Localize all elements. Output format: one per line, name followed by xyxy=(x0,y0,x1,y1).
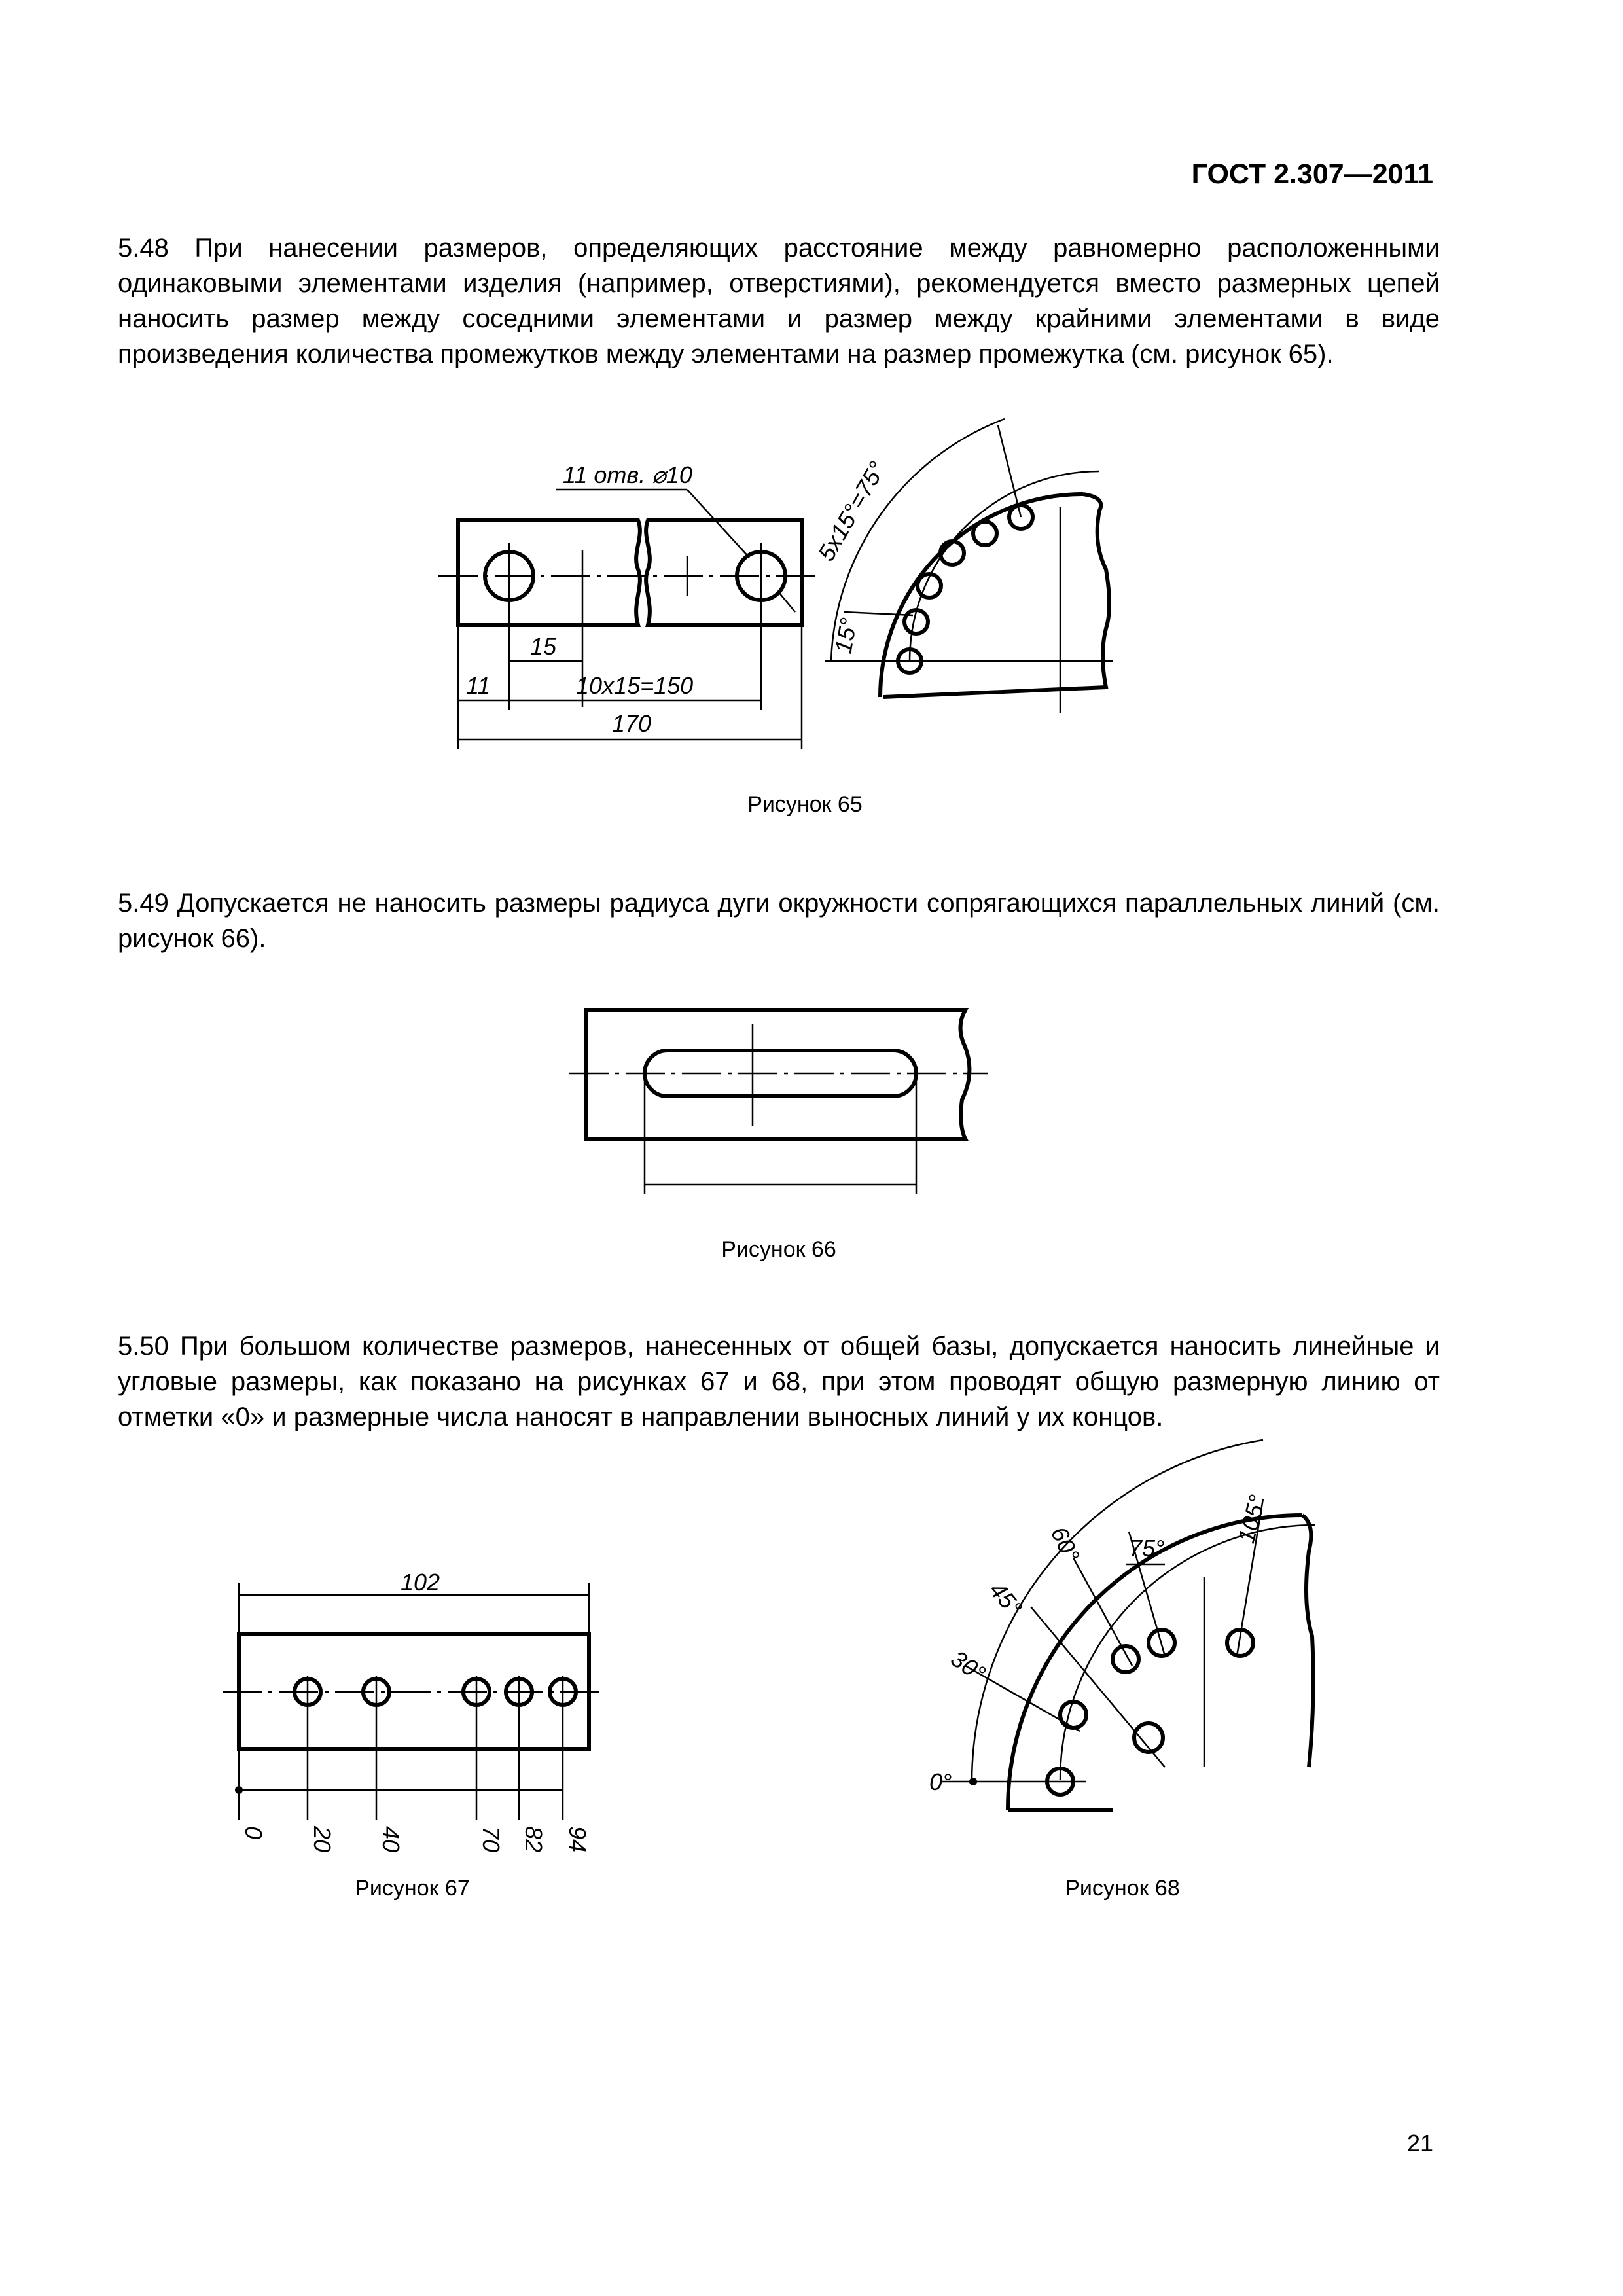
angle-105-label: 105° xyxy=(1232,1492,1272,1547)
dim-20-label: 20 xyxy=(309,1826,336,1853)
angular-pitch-label: 15° xyxy=(829,615,863,656)
angular-holes xyxy=(1047,1630,1253,1795)
dim-edge-label: 11 xyxy=(466,672,491,699)
dim-total-label: 170 xyxy=(612,710,652,737)
paragraph-text: 5.50 При большом количестве размеров, нанесенных от общей базы, допускается наносить линейные и угловые размеры, как показано на рисунках 67 и 68, при этом проводят общую размерную линию от отметки «0» и размерные числа наносят в направлении выносных линий у их концов. xyxy=(118,1332,1440,1431)
overall-length-label: 102 xyxy=(401,1569,440,1596)
holes-callout-label: 11 отв. ⌀10 xyxy=(563,461,692,488)
paragraph-text: 5.48 При нанесении размеров, определяющих расстояние между равномерно расположенными одинаковыми элементами изделия (например, отверстиями), рекомендуется вместо размерных цепей наносить размер между соседними элементами и размер между крайними элементами в виде произведения количества промежутков между элементами на размер промежутка (см. рисунок 65). xyxy=(118,234,1440,368)
document-id: ГОСТ 2.307—2011 xyxy=(1191,158,1433,190)
dim-chain-label: 10x15=150 xyxy=(576,672,694,699)
angle-60-label: 60° xyxy=(1045,1522,1085,1566)
caption-figure-68: Рисунок 68 xyxy=(1065,1876,1180,1901)
paragraph-text: 5.49 Допускается не наносить размеры радиуса дуги окружности сопрягающихся параллельных линий (см. рисунок 66). xyxy=(118,889,1440,953)
dim-40-label: 40 xyxy=(378,1826,404,1853)
caption-figure-65: Рисунок 65 xyxy=(747,792,863,817)
angular-chain-label: 5x15°=75° xyxy=(812,457,891,565)
dim-94-label: 94 xyxy=(564,1826,591,1853)
dim-70-label: 70 xyxy=(478,1826,505,1853)
caption-figure-67: Рисунок 67 xyxy=(355,1876,470,1901)
dim-pitch-label: 15 xyxy=(530,633,557,660)
angle-45-label: 45° xyxy=(984,1576,1028,1621)
angle-0-label: 0° xyxy=(929,1768,952,1795)
dim-0-label: 0 xyxy=(240,1826,267,1840)
caption-figure-66: Рисунок 66 xyxy=(721,1237,836,1262)
angle-30-label: 30° xyxy=(946,1644,991,1687)
break-edge xyxy=(1302,1515,1313,1767)
angle-75-label: 75° xyxy=(1129,1535,1165,1562)
page-number: 21 xyxy=(1406,2130,1433,2157)
dim-82-label: 82 xyxy=(520,1826,547,1853)
